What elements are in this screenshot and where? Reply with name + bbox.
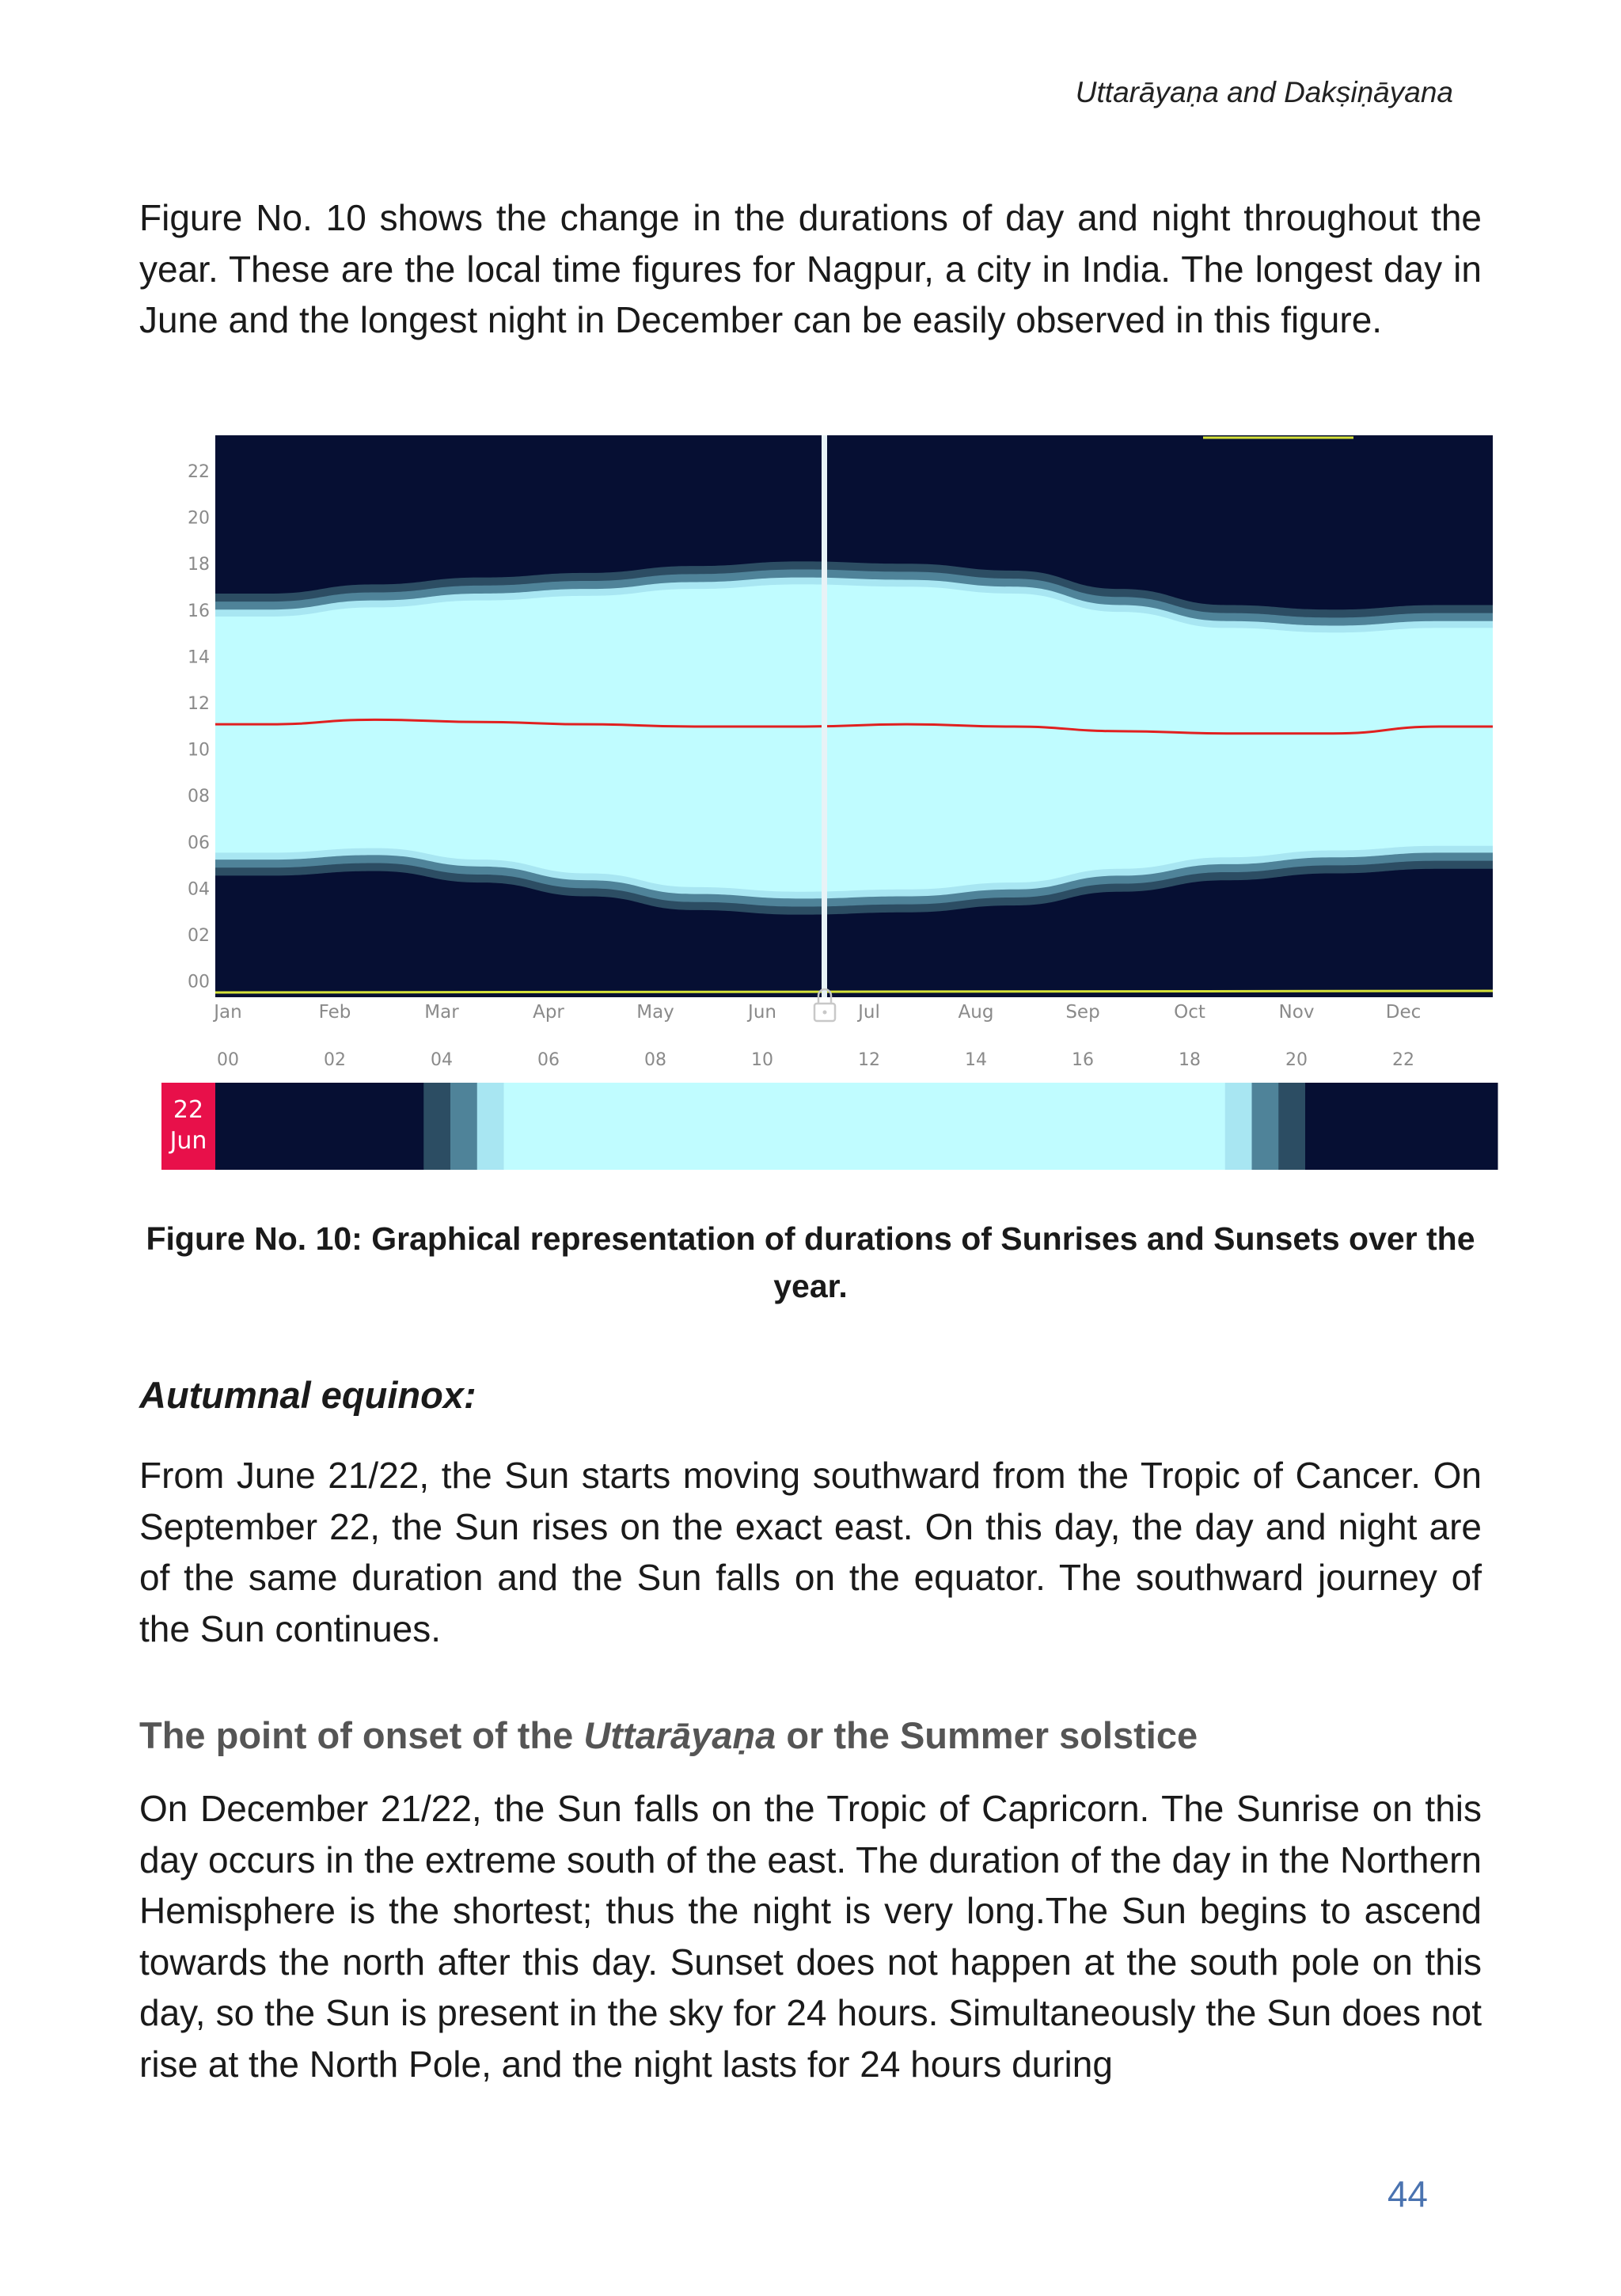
month-tick-label: Feb (318, 1002, 351, 1023)
hour-tick-label: 08 (644, 1050, 666, 1070)
hour-tick-label: 06 (537, 1050, 560, 1070)
month-tick-label: May (636, 1002, 674, 1023)
hour-axis-ticks (217, 1050, 1414, 1070)
y-axis-ticks (188, 462, 210, 992)
y-tick-label: 02 (188, 926, 210, 946)
month-tick-label: Mar (424, 1002, 459, 1023)
solstice-paragraph: On December 21/22, the Sun falls on the Tropic of Capricorn. The Sunrise on this day occurs in the extreme south of the east. The duration of the day in the Northern Hemisphere is the shortest; thus the night is very long.The Sun begins to ascend towards the north after this day. Sunset does not happen at the south pole on this day, so the Sun is present in the sky for 24 hours. Simultaneously the Sun does not rise at the North Pole, and the night lasts for 24 hours during (139, 1788, 1482, 2085)
heading-summer-solstice (139, 1713, 1198, 1757)
y-tick-label: 12 (188, 694, 210, 714)
month-tick-label: Jun (748, 1002, 776, 1023)
hour-tick-label: 04 (431, 1050, 453, 1070)
month-tick-label: Apr (533, 1002, 564, 1023)
chart-area (215, 435, 1493, 997)
hour-tick-label: 10 (751, 1050, 773, 1070)
y-tick-label: 04 (188, 879, 210, 900)
day-bar-civil-morning (477, 1083, 504, 1170)
y-tick-label: 14 (188, 647, 210, 668)
heading-autumnal-equinox: Autumnal equinox: (139, 1374, 476, 1416)
hour-tick-label: 16 (1072, 1050, 1094, 1070)
hour-tick-label: 02 (324, 1050, 346, 1070)
date-badge (161, 1083, 215, 1170)
day-bar-night-evening (1305, 1083, 1498, 1170)
solar-midnight-line-bottom (215, 991, 1493, 992)
month-tick-label: Dec (1385, 1002, 1422, 1023)
date-badge-month: Jun (169, 1127, 207, 1155)
hour-tick-label: 14 (965, 1050, 987, 1070)
day-bar-astronomical-morning (423, 1083, 450, 1170)
y-tick-label: 18 (188, 555, 210, 575)
day-bar-nautical-evening (1252, 1083, 1279, 1170)
month-tick-label: Aug (958, 1002, 994, 1023)
y-tick-label: 20 (188, 508, 210, 529)
month-tick-label: Oct (1174, 1002, 1205, 1023)
month-tick-label: Nov (1278, 1002, 1315, 1023)
autumnal-paragraph: From June 21/22, the Sun starts moving southward from the Tropic of Cancer. On September 22, the Sun rises on the exact east. On this day, the day and night are of the same duration and the Sun falls on the equator. The southward journey of the Sun continues. (139, 1455, 1482, 1649)
y-tick-label: 06 (188, 833, 210, 853)
daylight-figure (0, 435, 1621, 1171)
intro-paragraph: Figure No. 10 shows the change in the durations of day and night throughout the year. These are the local time figures for Nagpur, a city in India. The longest day in June and the longest night in December can be easily observed in this figure. (139, 197, 1482, 340)
heading-italic-term: Uttarāyaṇa (583, 1714, 776, 1756)
y-tick-label: 10 (188, 740, 210, 761)
day-bar (215, 1083, 1498, 1170)
day-bar-astronomical-evening (1278, 1083, 1305, 1170)
month-tick-label: Jul (858, 1002, 880, 1023)
day-bar-daylight (504, 1083, 1226, 1170)
date-badge-day: 22 (173, 1096, 204, 1124)
hour-tick-label: 12 (858, 1050, 880, 1070)
hour-tick-label: 00 (217, 1050, 239, 1070)
running-header: Uttarāyaṇa and Dakṣiṇāyana (1075, 76, 1453, 108)
day-bar-civil-evening (1225, 1083, 1252, 1170)
daylight-chart (0, 435, 1621, 1171)
hour-tick-label: 18 (1179, 1050, 1201, 1070)
page-number: 44 (1387, 2173, 1428, 2214)
day-bar-night-morning (215, 1083, 424, 1170)
month-tick-label: Sep (1065, 1002, 1100, 1023)
month-axis-ticks (212, 1002, 1421, 1023)
heading-part: or the Summer solstice (776, 1714, 1198, 1756)
y-tick-label: 08 (188, 787, 210, 807)
y-tick-label: 22 (188, 462, 210, 482)
y-tick-label: 00 (188, 972, 210, 992)
heading-part: The point of onset of the (139, 1714, 584, 1756)
y-tick-label: 16 (188, 601, 210, 621)
current-date-marker (822, 435, 827, 997)
day-bar-nautical-morning (450, 1083, 477, 1170)
hour-tick-label: 22 (1392, 1050, 1414, 1070)
hour-tick-label: 20 (1285, 1050, 1308, 1070)
month-tick-label: Jan (214, 1002, 242, 1023)
figure-caption: Figure No. 10: Graphical representation of durations of Sunrises and Sunsets over the year. (146, 1220, 1475, 1304)
